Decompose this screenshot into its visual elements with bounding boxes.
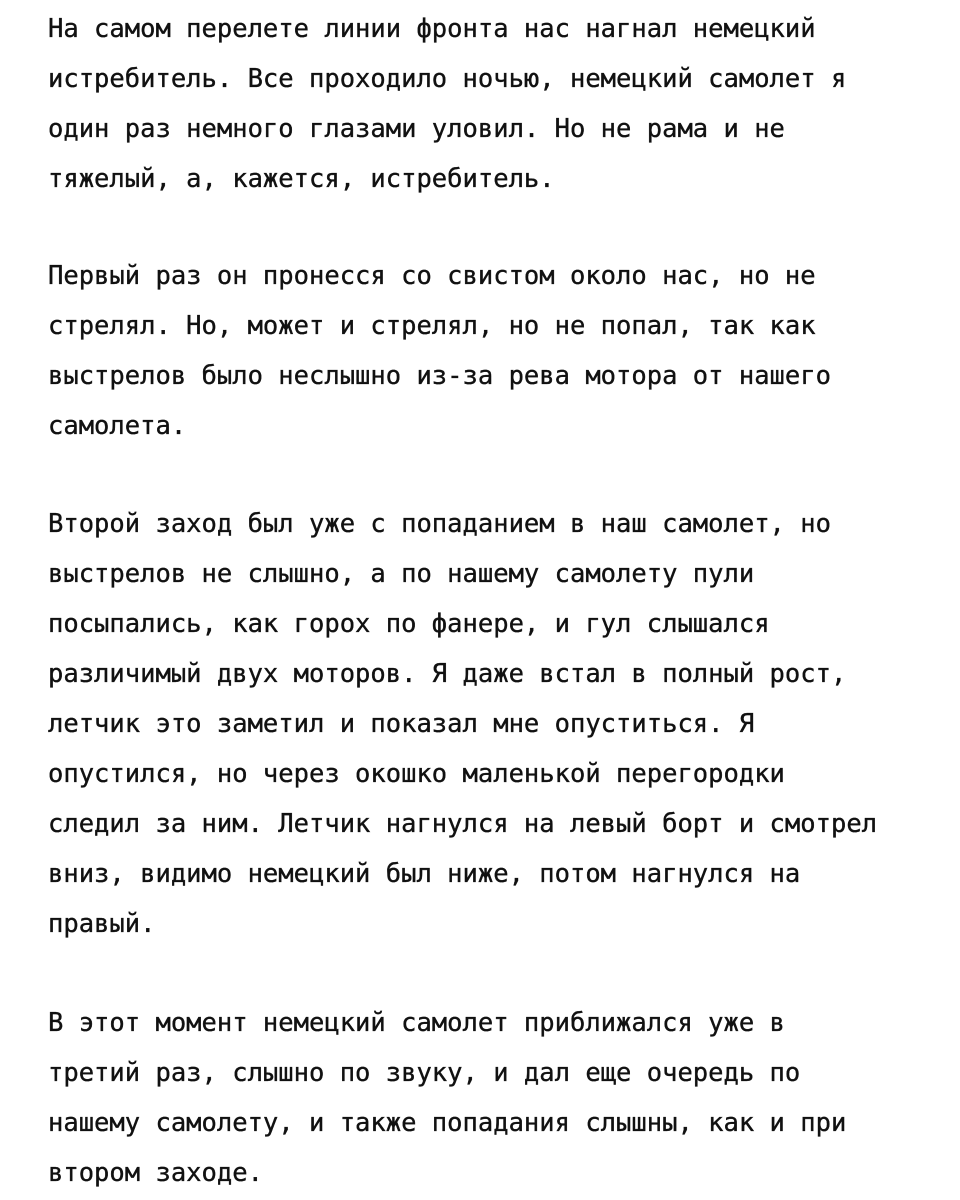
text-line: Первый раз он пронесся со свистом около нас, но не [48, 261, 816, 291]
text-line: В этот момент немецкий самолет приближался уже в [48, 1008, 785, 1038]
text-line: различимый двух моторов. Я даже встал в полный рост, [48, 659, 847, 689]
text-line: самолета. [48, 411, 187, 441]
text-line: Второй заход был уже с попаданием в наш самолет, но [48, 509, 831, 539]
text-line: вниз, видимо немецкий был ниже, потом нагнулся на [48, 859, 801, 889]
text-line: выстрелов было неслышно из-за рева мотора от нашего [48, 361, 831, 391]
text-line: стрелял. Но, может и стрелял, но не попал, так как [48, 311, 816, 341]
text-line: третий раз, слышно по звуку, и дал еще очередь по [48, 1058, 801, 1088]
text-line: опустился, но через окошко маленькой перегородки [48, 759, 785, 789]
text-line: следил за ним. Летчик нагнулся на левый борт и смотрел [48, 809, 878, 839]
text-line: тяжелый, а, кажется, истребитель. [48, 164, 555, 194]
text-line: летчик это заметил и показал мне опуститься. Я [48, 709, 755, 739]
paragraph-3 [48, 499, 877, 949]
text-line: посыпались, как горох по фанере, и гул слышался [48, 609, 770, 639]
text-line: истребитель. Все проходило ночью, немецкий самолет я [48, 64, 847, 94]
text-line: На самом перелете линии фронта нас нагнал немецкий [48, 14, 816, 44]
text-line: выстрелов не слышно, а по нашему самолету пули [48, 559, 755, 589]
text-line: втором заходе. [48, 1158, 263, 1188]
text-line: один раз немного глазами уловил. Но не рама и не [48, 114, 785, 144]
paragraph-1 [48, 4, 846, 204]
paragraph-4 [48, 998, 846, 1198]
paragraph-2 [48, 251, 831, 451]
text-line: нашему самолету, и также попадания слышны, как и при [48, 1108, 847, 1138]
text-line: правый. [48, 909, 156, 939]
